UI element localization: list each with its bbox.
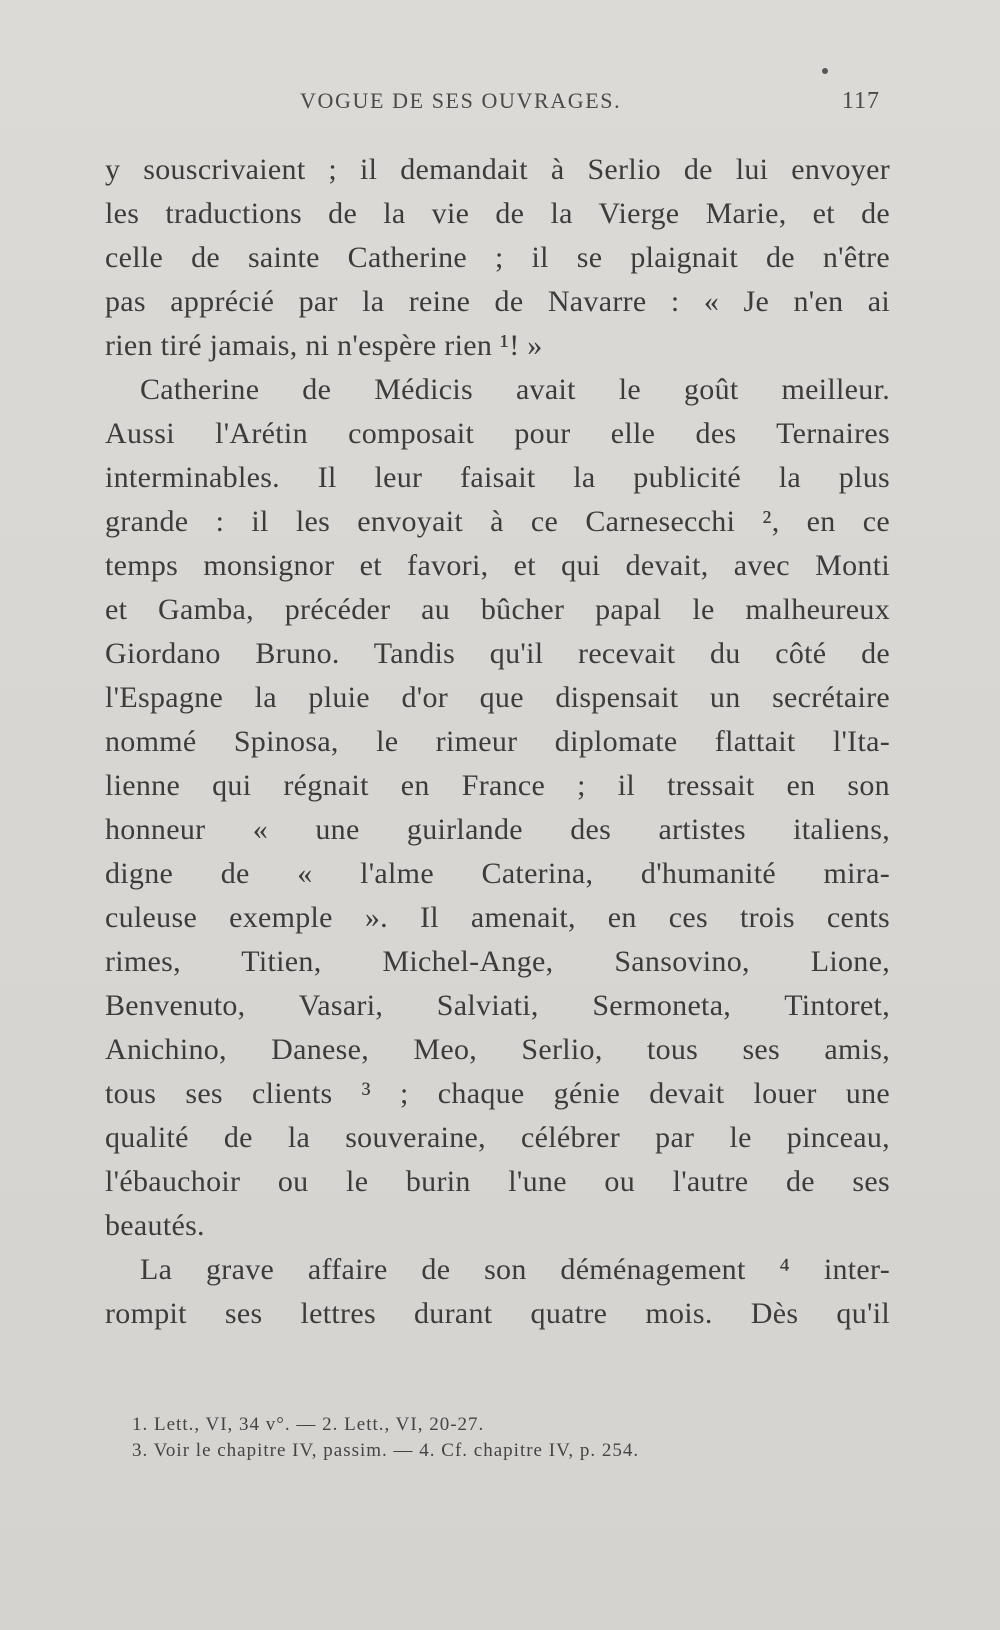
text-line: qualité de la souveraine, célébrer par le pinceau, [105, 1121, 890, 1154]
text-line: nommé Spinosa, le rimeur diplomate flattait l'Ita- [105, 725, 890, 758]
text-line: les traductions de la vie de la Vierge Marie, et de [105, 197, 890, 230]
ink-dot [822, 68, 828, 74]
footnotes [132, 1412, 872, 1464]
text-line: beautés. [105, 1209, 205, 1242]
text-line: et Gamba, précéder au bûcher papal le malheureux [105, 593, 890, 626]
text-line: grande : il les envoyait à ce Carnesecchi ², en ce [105, 505, 890, 538]
text-line: culeuse exemple ». Il amenait, en ces trois cents [105, 901, 890, 934]
page-header [300, 88, 880, 128]
text-line: Benvenuto, Vasari, Salviati, Sermoneta, Tintoret, [105, 989, 890, 1022]
footnote-line: 3. Voir le chapitre IV, passim. — 4. Cf. chapitre IV, p. 254. [132, 1440, 640, 1461]
text-line: lienne qui régnait en France ; il tressait en son [105, 769, 890, 802]
text-line: tous ses clients ³ ; chaque génie devait louer une [105, 1077, 890, 1110]
text-line: Giordano Bruno. Tandis qu'il recevait du côté de [105, 637, 890, 670]
text-line: rien tiré jamais, ni n'espère rien ¹! » [105, 329, 543, 362]
body-text [105, 148, 890, 1336]
text-line: interminables. Il leur faisait la publicité la plus [105, 461, 890, 494]
footnote-line: 1. Lett., VI, 34 v°. — 2. Lett., VI, 20-27. [132, 1414, 485, 1435]
text-line: digne de « l'alme Caterina, d'humanité mira- [105, 857, 890, 890]
text-line: rimes, Titien, Michel-Ange, Sansovino, Lione, [105, 945, 890, 978]
text-line: Aussi l'Arétin composait pour elle des Ternaires [105, 417, 890, 450]
text-line: rompit ses lettres durant quatre mois. Dès qu'il [105, 1297, 890, 1330]
text-line: pas apprécié par la reine de Navarre : « Je n'en ai [105, 285, 890, 318]
running-head: VOGUE DE SES OUVRAGES. [300, 88, 622, 113]
text-line: Anichino, Danese, Meo, Serlio, tous ses amis, [105, 1033, 890, 1066]
text-line: y souscrivaient ; il demandait à Serlio de lui envoyer [105, 153, 890, 186]
text-line: celle de sainte Catherine ; il se plaignait de n'être [105, 241, 890, 274]
page-number: 117 [841, 88, 880, 114]
text-line: La grave affaire de son déménagement ⁴ inter- [140, 1253, 890, 1286]
text-line: l'Espagne la pluie d'or que dispensait un secrétaire [105, 681, 890, 714]
text-line: honneur « une guirlande des artistes italiens, [105, 813, 890, 846]
text-line: Catherine de Médicis avait le goût meilleur. [140, 373, 890, 406]
text-line: temps monsignor et favori, et qui devait, avec Monti [105, 549, 890, 582]
text-line: l'ébauchoir ou le burin l'une ou l'autre de ses [105, 1165, 890, 1198]
